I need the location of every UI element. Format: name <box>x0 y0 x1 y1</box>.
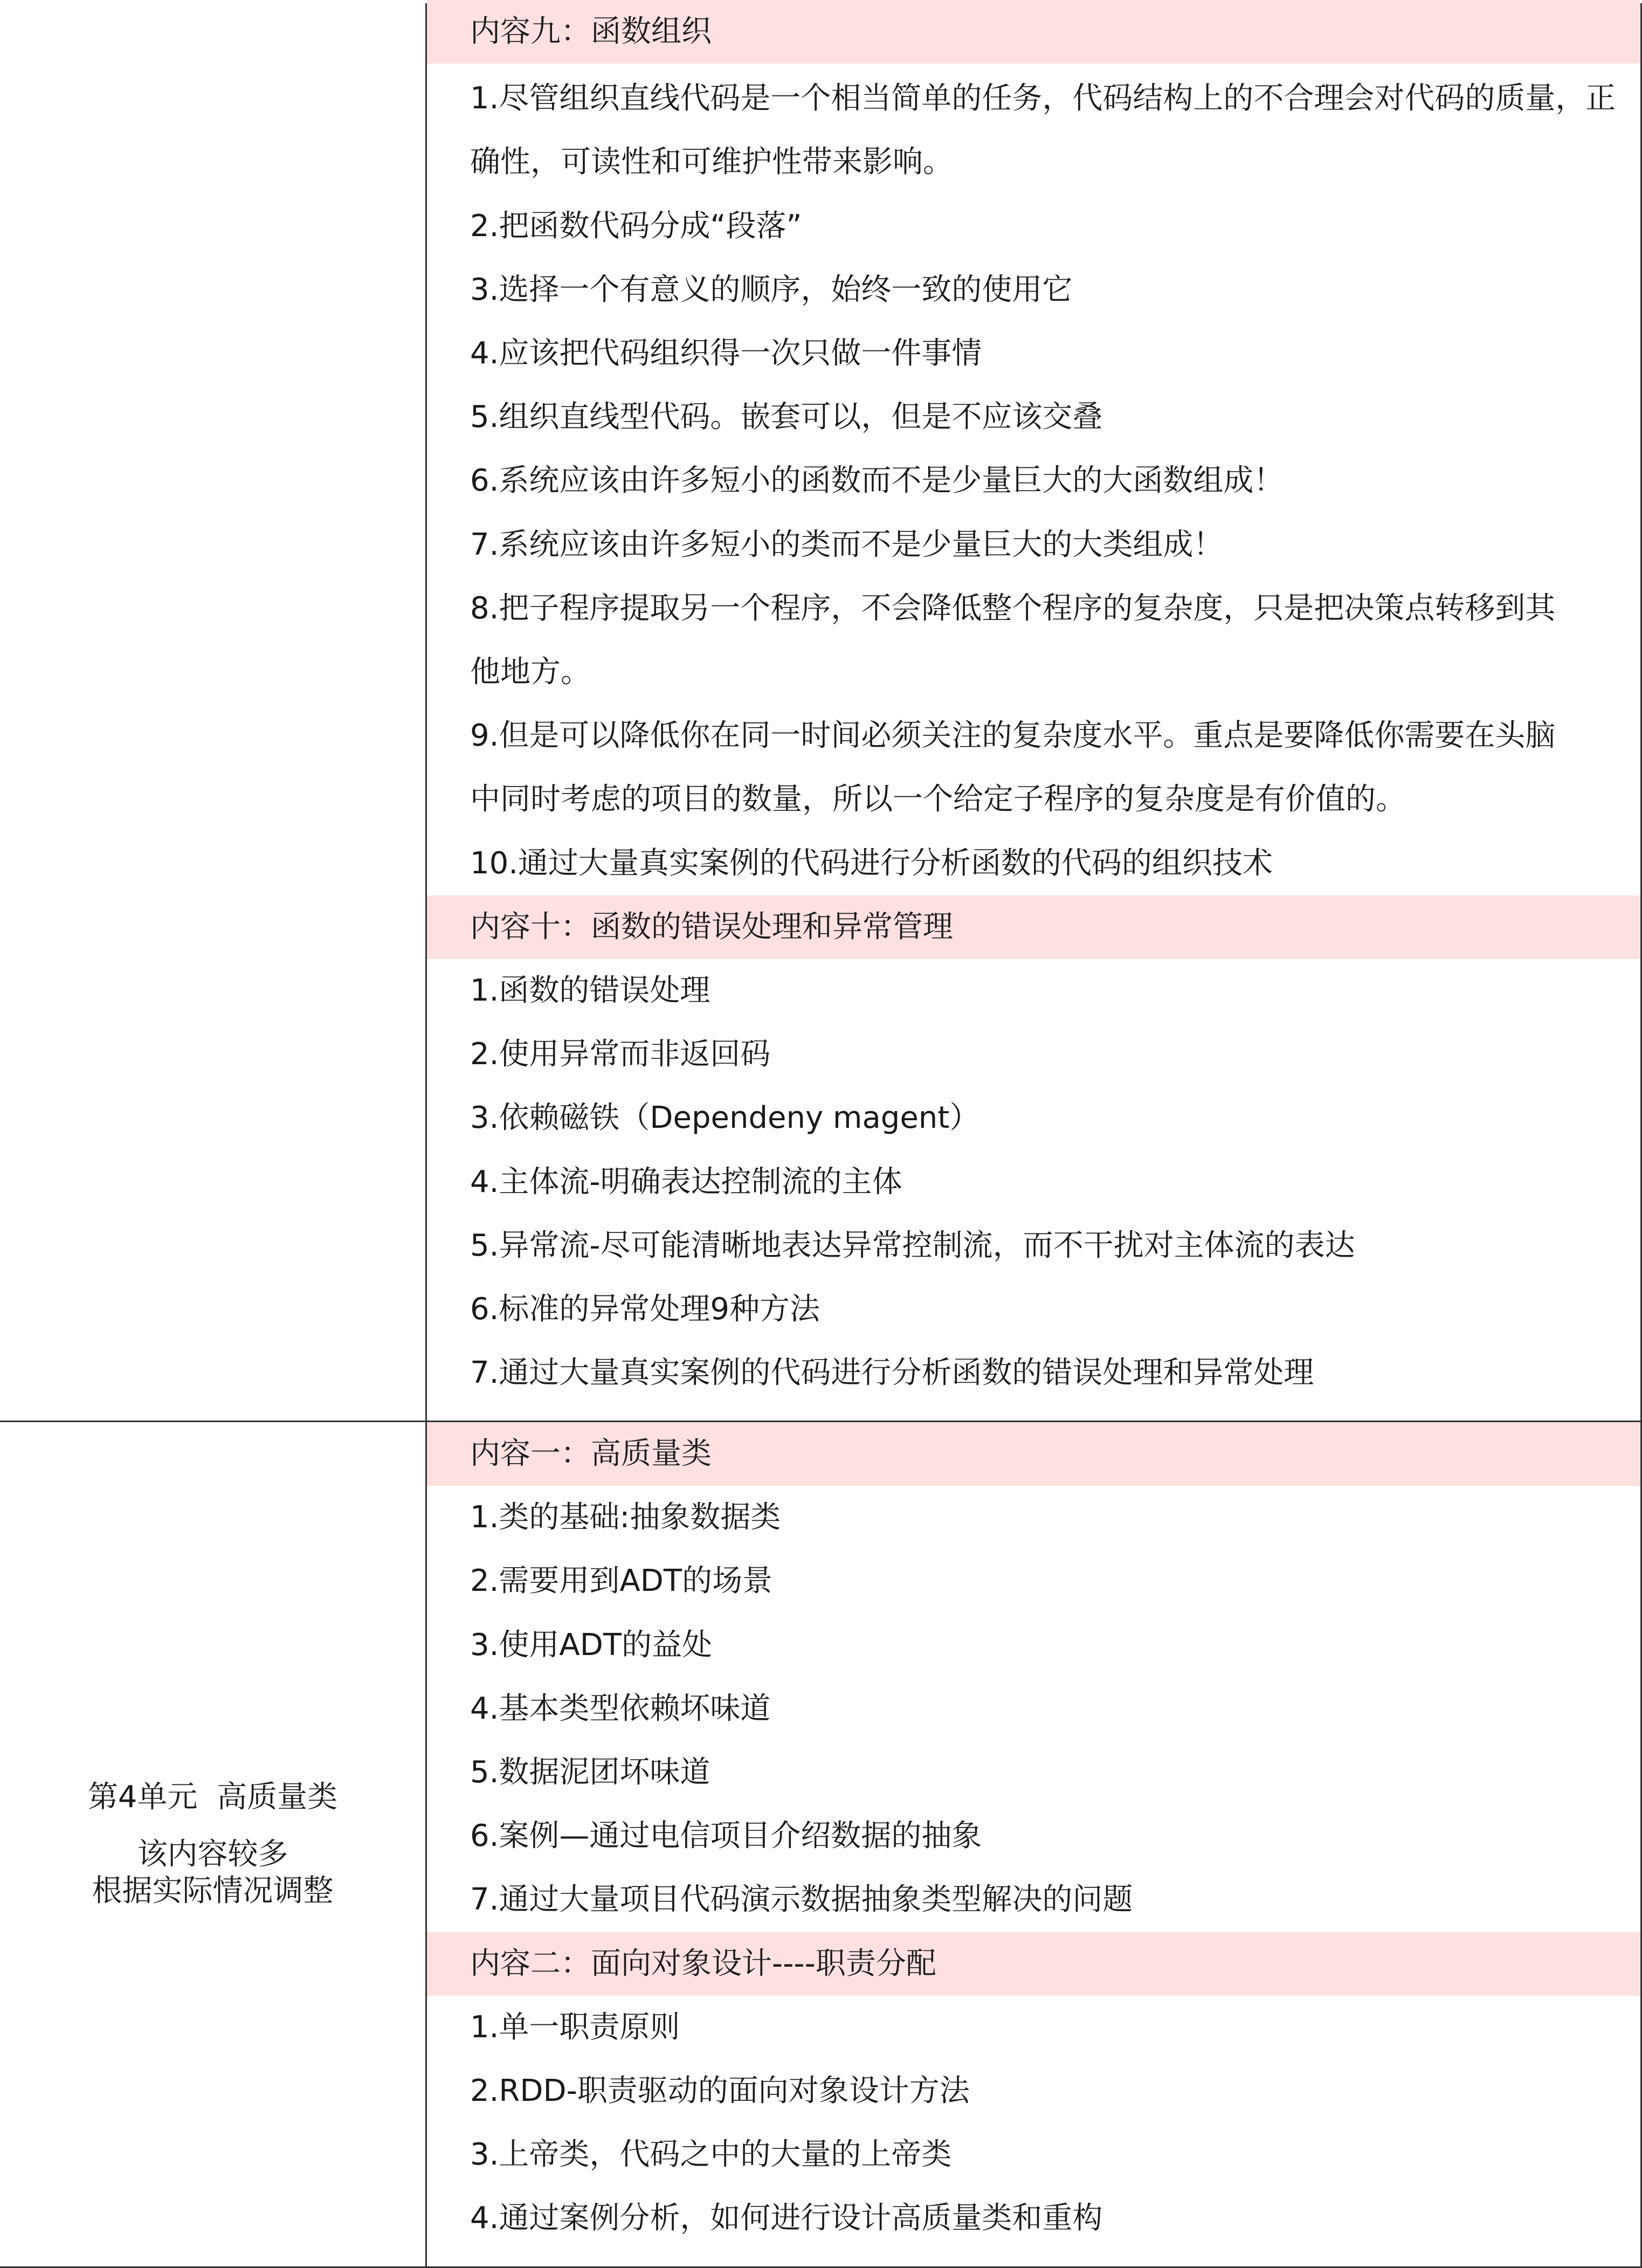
content-line: 7.通过大量项目代码演示数据抽象类型解决的问题 <box>470 1882 1133 1917</box>
section-header: 内容九：函数组织 <box>427 0 1640 64</box>
section-header: 内容十：函数的错误处理和异常管理 <box>427 895 1640 959</box>
content-line: 6.系统应该由许多短小的函数而不是少量巨大的大函数组成！ <box>470 463 1284 498</box>
content-line: 3.上帝类，代码之中的大量的上帝类 <box>470 2137 952 2172</box>
section-header: 内容一：高质量类 <box>427 1422 1640 1486</box>
content-line: 4.基本类型依赖坏味道 <box>470 1691 771 1726</box>
content-line: 5.组织直线型代码。嵌套可以，但是不应该交叠 <box>470 399 1103 435</box>
content-line: 7.系统应该由许多短小的类而不是少量巨大的大类组成！ <box>470 527 1224 562</box>
content-line: 2.RDD-职责驱动的面向对象设计方法 <box>470 2073 970 2108</box>
content-line: 4.通过案例分析，如何进行设计高质量类和重构 <box>470 2201 1103 2236</box>
content-line: 4.主体流-明确表达控制流的主体 <box>470 1164 902 1200</box>
content-line: 3.使用ADT的益处 <box>470 1628 713 1663</box>
content-line: 1.函数的错误处理 <box>470 973 710 1008</box>
content-cell <box>427 1422 1642 2266</box>
content-line: 确性，可读性和可维护性带来影响。 <box>470 144 953 180</box>
unit-row <box>0 1422 1642 2268</box>
content-line: 6.标准的异常处理9种方法 <box>470 1292 820 1327</box>
unit-title: 第4单元 高质量类 <box>87 1780 338 1815</box>
unit-note: 该内容较多 根据实际情况调整 <box>92 1837 334 1908</box>
content-line: 中同时考虑的项目的数量，所以一个给定子程序的复杂度是有价值的。 <box>470 782 1406 817</box>
content-line: 3.选择一个有意义的顺序，始终一致的使用它 <box>470 272 1073 307</box>
content-line: 7.通过大量真实案例的代码进行分析函数的错误处理和异常处理 <box>470 1355 1314 1390</box>
unit-row <box>0 3 1642 1422</box>
content-line: 3.依赖磁铁（Dependeny magent） <box>470 1100 980 1135</box>
content-cell <box>427 3 1642 1421</box>
content-line: 5.数据泥团坏味道 <box>470 1755 710 1790</box>
content-line: 1.类的基础:抽象数据类 <box>470 1500 781 1535</box>
content-line: 5.异常流-尽可能清晰地表达异常控制流，而不干扰对主体流的表达 <box>470 1228 1355 1263</box>
content-line: 2.需要用到ADT的场景 <box>470 1563 773 1598</box>
content-line: 8.把子程序提取另一个程序，不会降低整个程序的复杂度，只是把决策点转移到其 <box>470 591 1556 626</box>
content-line: 2.使用异常而非返回码 <box>470 1037 771 1072</box>
content-line: 9.但是可以降低你在同一时间必须关注的复杂度水平。重点是要降低你需要在头脑 <box>470 718 1556 753</box>
content-line: 2.把函数代码分成“段落” <box>470 209 802 244</box>
content-line: 10.通过大量真实案例的代码进行分析函数的代码的组织技术 <box>470 846 1273 881</box>
content-line: 1.尽管组织直线代码是一个相当简单的任务，代码结构上的不合理会对代码的质量，正 <box>470 81 1616 116</box>
content-line: 6.案例—通过电信项目介绍数据的抽象 <box>470 1818 982 1853</box>
content-line: 1.单一职责原则 <box>470 2010 680 2045</box>
unit-cell <box>0 3 427 1421</box>
content-line: 4.应该把代码组织得一次只做一件事情 <box>470 336 982 371</box>
section-header: 内容二：面向对象设计----职责分配 <box>427 1932 1640 1996</box>
unit-cell <box>0 1422 427 2266</box>
content-line: 他地方。 <box>470 654 591 690</box>
